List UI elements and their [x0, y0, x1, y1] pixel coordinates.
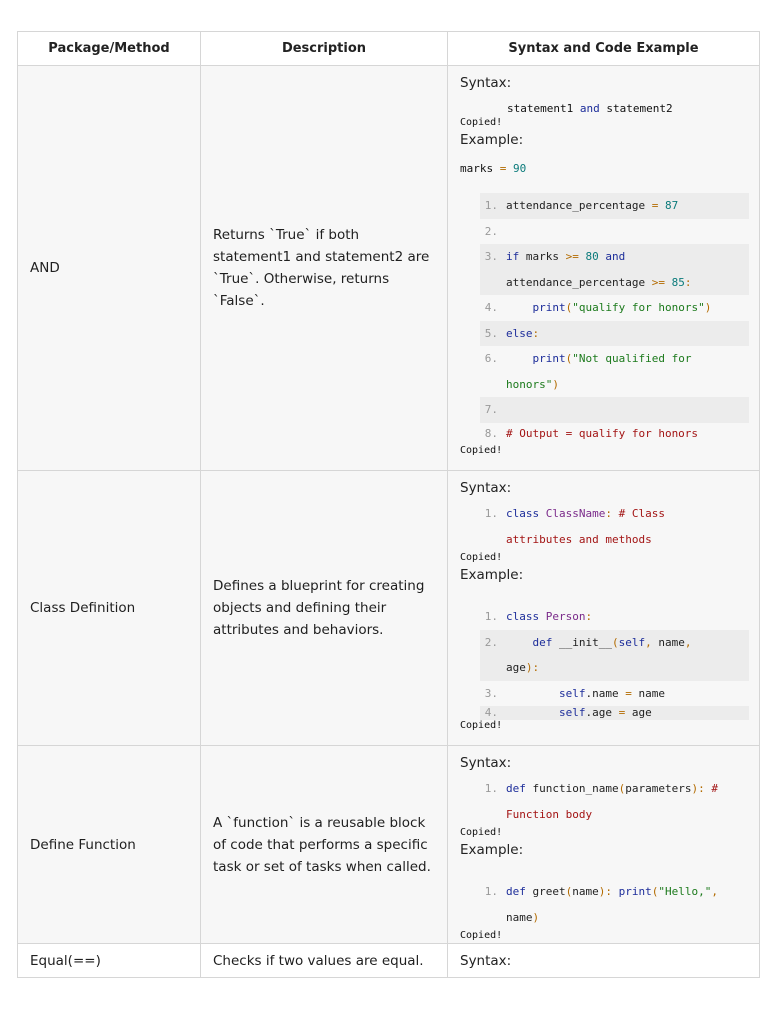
method-name: AND: [18, 66, 201, 471]
reference-table: [17, 31, 760, 978]
syntax-label: Syntax:: [460, 952, 512, 969]
code-line: 6. print("Not qualified for honors"): [484, 352, 692, 391]
code-line: 3. self.name = name: [484, 686, 665, 700]
example-label: Example:: [460, 132, 524, 148]
example-preamble[interactable]: marks = 90: [460, 162, 527, 175]
syntax-code-list[interactable]: [460, 501, 749, 552]
method-description: Returns `True` if both statement1 and statement2 are `True`. Otherwise, returns `False`.: [201, 66, 448, 471]
table-row-class-definition: [18, 471, 760, 746]
syntax-code[interactable]: statement1 and statement2: [507, 102, 673, 115]
syntax-example-cell: [448, 66, 760, 471]
method-description: Checks if two values are equal.: [201, 944, 448, 978]
copied-indicator[interactable]: Copied!: [460, 552, 503, 563]
copied-indicator[interactable]: Copied!: [460, 827, 503, 838]
syntax-code-list[interactable]: [460, 776, 749, 827]
table-row-equal: [18, 944, 760, 978]
method-description: Defines a blueprint for creating objects and defining their attributes and behaviors.: [201, 471, 448, 746]
syntax-example-cell: [448, 471, 760, 746]
code-line: 1. def greet(name): print("Hello,", name): [484, 885, 718, 924]
method-name: Equal(==): [18, 944, 201, 978]
code-line: 1. def function_name(parameters): # Function body: [484, 782, 718, 821]
syntax-label: Syntax:: [460, 480, 512, 496]
syntax-label: Syntax:: [460, 75, 512, 91]
example-label: Example:: [460, 567, 524, 583]
table-row-define-function: [18, 746, 760, 944]
copied-indicator[interactable]: Copied!: [460, 444, 503, 456]
reference-table-container: [17, 31, 759, 978]
header-package-method: Package/Method: [18, 32, 201, 66]
syntax-example-cell: [448, 944, 760, 978]
method-name: Define Function: [18, 746, 201, 944]
example-code-list[interactable]: [460, 879, 749, 930]
code-line: 1. class ClassName: # Class attributes and methods: [484, 507, 665, 546]
table-row-and: [18, 66, 760, 471]
syntax-example-cell: [448, 746, 760, 944]
code-line: 1. class Person:: [484, 610, 593, 623]
example-label: Example:: [460, 842, 524, 858]
header-syntax-example: Syntax and Code Example: [448, 32, 760, 66]
code-line: 1. attendance_percentage = 87: [480, 193, 749, 219]
code-line: 2. def __init__(self, name, age):: [480, 630, 749, 681]
code-line: 3. if marks >= 80 and attendance_percentage >= 85:: [480, 244, 749, 295]
code-line: 8. # Output = qualify for honors: [484, 426, 699, 440]
code-line: 4. self.age = age: [480, 706, 749, 720]
copied-indicator[interactable]: Copied!: [460, 720, 503, 731]
method-name: Class Definition: [18, 471, 201, 746]
syntax-label: Syntax:: [460, 755, 512, 771]
copied-indicator[interactable]: Copied!: [460, 930, 503, 941]
code-line: 5. else:: [480, 321, 749, 347]
method-description: A `function` is a reusable block of code that performs a specific task or set of tasks when called.: [201, 746, 448, 944]
code-line: 4. print("qualify for honors"): [484, 301, 712, 314]
code-line: 7.: [480, 397, 749, 423]
example-code-list[interactable]: [460, 604, 749, 720]
header-description: Description: [201, 32, 448, 66]
copied-indicator[interactable]: Copied!: [460, 117, 503, 128]
table-header-row: [18, 32, 760, 66]
code-line: 2.: [484, 224, 498, 238]
example-code-list[interactable]: [460, 193, 749, 445]
